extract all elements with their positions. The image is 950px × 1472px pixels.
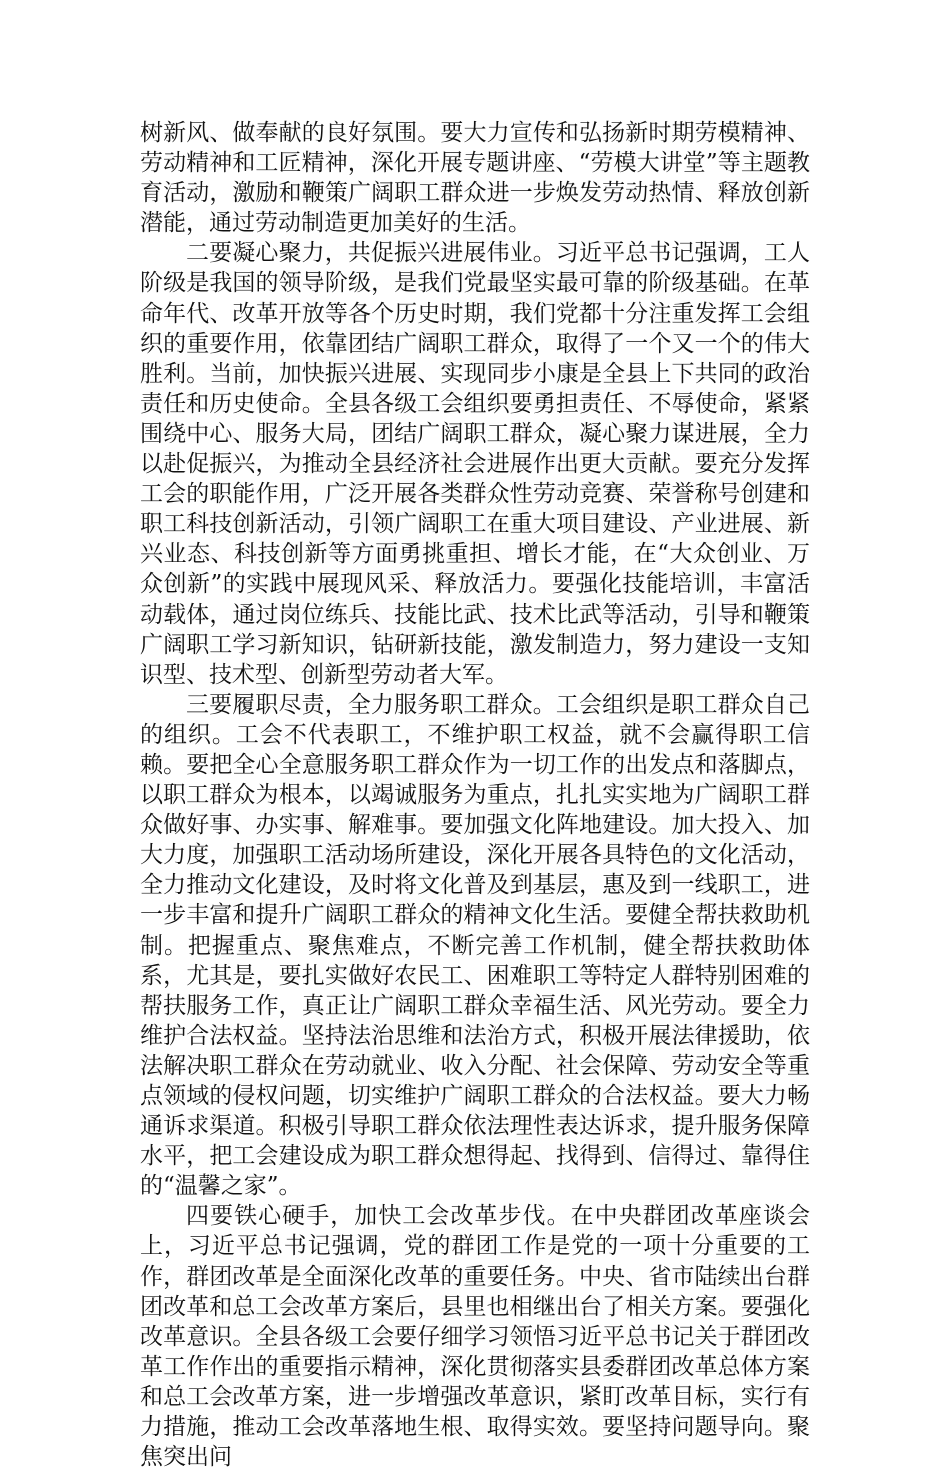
document-body: [140, 118, 810, 1472]
paragraph-continuation: 树新风、做奉献的良好氛围。要大力宣传和弘扬新时期劳模精神、劳动精神和工匠精神，深化开展专题讲座、“劳模大讲堂”等主题教育活动，激励和鞭策广阔职工群众进一步焕发劳动热情、释放创新潜能，通过劳动制造更加美好的生活。: [140, 120, 810, 237]
paragraph-section-four: 四要铁心硬手，加快工会改革步伐。在中央群团改革座谈会上，习近平总书记强调，党的群团工作是党的一项十分重要的工作，群团改革是全面深化改革的重要任务。中央、省市陆续出台群团改革和总工会改革方案后，县里也相继出台了相关方案。要强化改革意识。全县各级工会要仔细学习领悟习近平总书记关于群团改革工作作出的重要指示精神，深化贯彻落实县委群团改革总体方案和总工会改革方案，进一步增强改革意识，紧盯改革目标，实行有力措施，推动工会改革落地生根、取得实效。要坚持问题导向。聚焦突出问: [140, 1203, 810, 1471]
paragraph-section-two: 二要凝心聚力，共促振兴进展伟业。习近平总书记强调，工人阶级是我国的领导阶级，是我们党最坚实最可靠的阶级基础。在革命年代、改革开放等各个历史时期，我们党都十分注重发挥工会组织的重要作用，依靠团结广阔职工群众，取得了一个又一个的伟大胜利。当前，加快振兴进展、实现同步小康是全县上下共同的政治责任和历史使命。全县各级工会组织要勇担责任、不辱使命，紧紧围绕中心、服务大局，团结广阔职工群众，凝心聚力谋进展，全力以赴促振兴，为推动全县经济社会进展作出更大贡献。要充分发挥工会的职能作用，广泛开展各类群众性劳动竞赛、荣誉称号创建和职工科技创新活动，引领广阔职工在重大项目建设、产业进展、新兴业态、科技创新等方面勇挑重担、增长才能，在“大众创业、万众创新”的实践中展现风采、释放活力。要强化技能培训，丰富活动载体，通过岗位练兵、技能比武、技术比武等活动，引导和鞭策广阔职工学习新知识，钻研新技能，激发制造力，努力建设一支知识型、技术型、创新型劳动者大军。: [140, 240, 810, 688]
paragraph-section-three: 三要履职尽责，全力服务职工群众。工会组织是职工群众自己的组织。工会不代表职工，不维护职工权益，就不会赢得职工信赖。要把全心全意服务职工群众作为一切工作的出发点和落脚点，以职工群众为根本，以竭诚服务为重点，扎扎实实地为广阔职工群众做好事、办实事、解难事。要加强文化阵地建设。加大投入、加大力度，加强职工活动场所建设，深化开展各具特色的文化活动，全力推动文化建设，及时将文化普及到基层，惠及到一线职工，进一步丰富和提升广阔职工群众的精神文化生活。要健全帮扶救助机制。把握重点、聚焦难点，不断完善工作机制，健全帮扶救助体系，尤其是，要扎实做好农民工、困难职工等特定人群特别困难的帮扶服务工作，真正让广阔职工群众幸福生活、风光劳动。要全力维护合法权益。坚持法治思维和法治方式，积极开展法律援助，依法解决职工群众在劳动就业、收入分配、社会保障、劳动安全等重点领域的侵权问题，切实维护广阔职工群众的合法权益。要大力畅通诉求渠道。积极引导职工群众依法理性表达诉求，提升服务保障水平，把工会建设成为职工群众想得起、找得到、信得过、靠得住的“温馨之家”。: [140, 691, 810, 1200]
